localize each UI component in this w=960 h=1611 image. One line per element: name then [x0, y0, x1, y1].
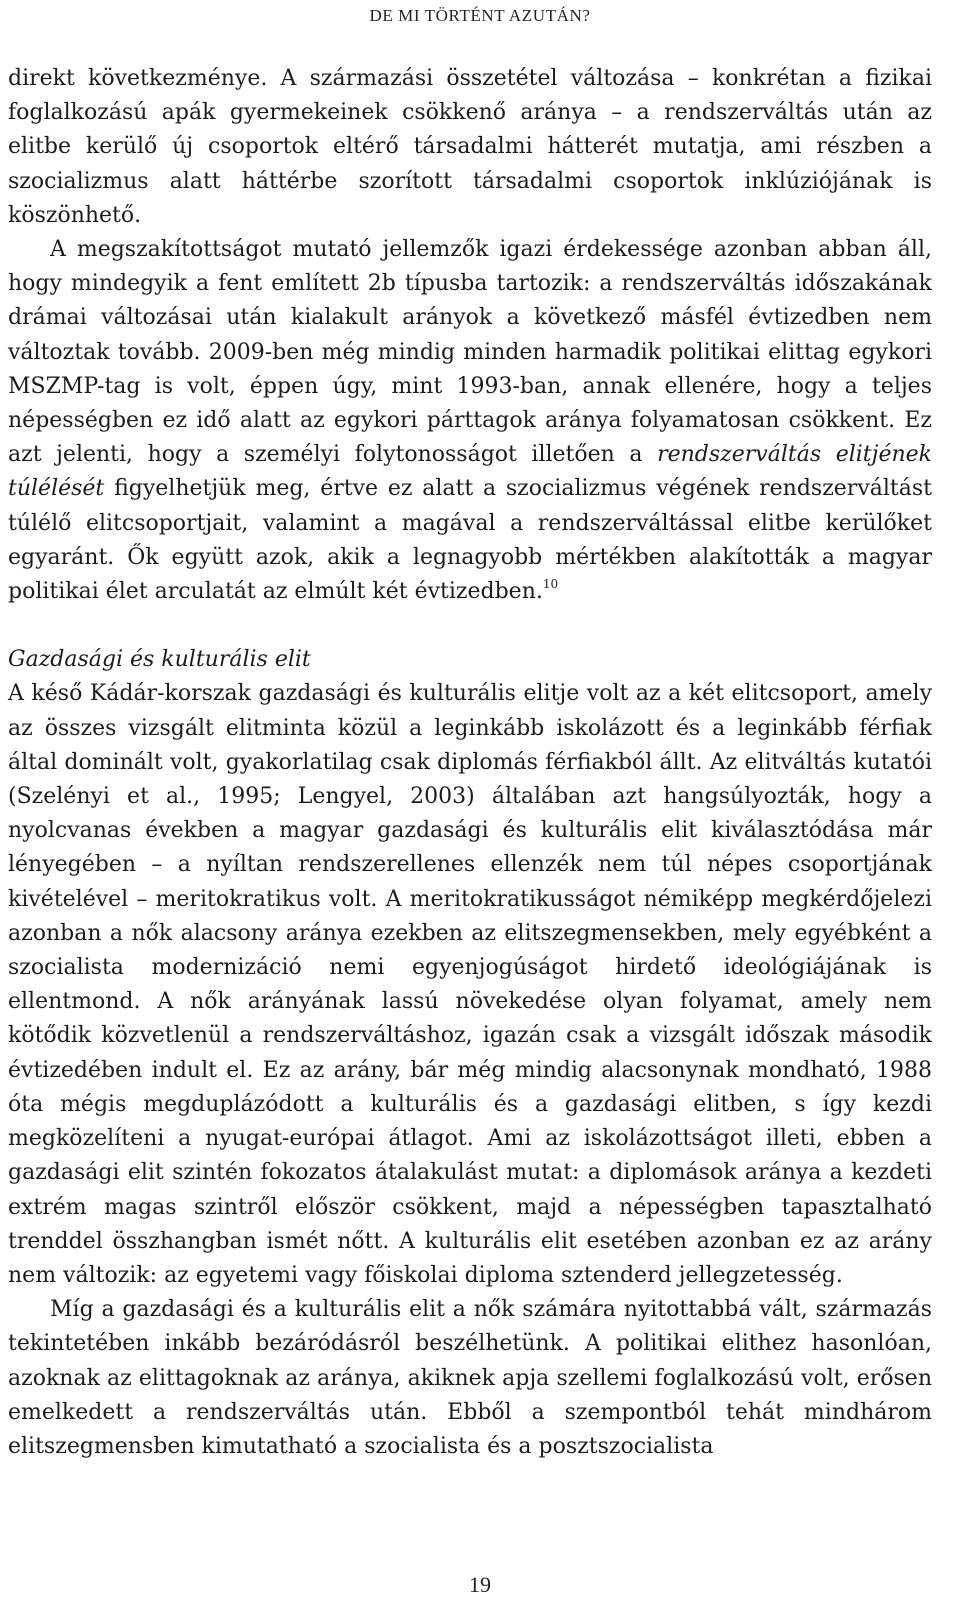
paragraph-economic-cultural-elite: A késő Kádár-korszak gazdasági és kulturális elitje volt az a két elitcsoport, amely az összes vizsgált elitminta közül a leginkább iskolázott és a leginkább férfiak által dominált volt, gyakorlatilag csak diplomás férfiakból állt. Az elitváltás kutatói (Szelényi et al., 1995; Lengyel, 2003) általában azt hangsúlyozták, hogy a nyolcvanas években a magyar gazdasági és kulturális elit kiválasztódása már lényegében – a nyíltan rendszerellenes ellenzék nem túl népes csoportjának kivételével – meritokratikus volt. A meritokratikusságot némiképp megkérdőjelezi azonban a nők alacsony aránya ezekben az elitszegmensekben, mely egyébként a szocialista modernizáció nemi egyenjogúságot hirdető ideológiájának is ellentmond. A nők arányának lassú növekedése olyan folyamat, amely nem kötődik közvetlenül a rendszerváltáshoz, igazán csak a vizsgált időszak második évtizedében indult el. Ez az arány, bár még mindig alacsonynak mondható, 1988 óta mégis megduplázódott a kulturális és a gazdasági elitben, s így kezdi megközelíteni a nyugat-európai átlagot. Ami az iskolázottságot illeti, ebben a gazdasági elit szintén fokozatos átalakulást mutat: a diplomások aránya a kezdeti extrém magas szintről először csökkent, majd a népességben tapasztalható trenddel összhangban ismét nőtt. A kulturális elit esetében azonban ez az arány nem változik: az egyetemi vagy főiskolai diploma sztenderd jellegzetesség.: [8, 681, 932, 1288]
paragraph-discontinuity: [8, 233, 932, 609]
paragraph-text-part: figyelhetjük meg, értve ez alatt a szocializmus végének rendszerváltást túlélő elitcsoportjait, valamint a magával a rendszerváltással elitbe kerülőket egyaránt. Ők együtt azok, akik a legnagyobb mértékben alakították a magyar politikai élet arculatát az elmúlt két évtizedben.: [8, 476, 932, 605]
footnote-marker: 10: [542, 577, 559, 592]
paragraph-origin: Míg a gazdasági és a kulturális elit a nők számára nyitottabbá vált, származás tekintetében inkább bezáródásról beszélhetünk. A politikai elithez hasonlóan, azoknak az elittagoknak az aránya, akiknek apja szellemi foglalkozású volt, erősen emelkedett a rendszerváltás után. Ebből a szempontból tehát mindhárom elitszegmensben kimutatható a szocialista és a posztszocialista: [8, 1297, 932, 1459]
page-body: [8, 62, 932, 1464]
page-number: 19: [469, 1572, 491, 1597]
paragraph-continued: direkt következménye. A származási összetétel változása – konkrétan a fizikai foglalkozású apák gyermekeinek csökkenő aránya – a rendszerváltás után az elitbe kerülő új csoportok eltérő társadalmi hátterét mutatja, ami részben a szocializmus alatt háttérbe szorított társadalmi csoportok inklúziójának is köszönhető.: [8, 66, 932, 228]
italic-term: rendszerváltás elitjének túlélését: [8, 442, 932, 502]
section-heading: Gazdasági és kulturális elit: [8, 647, 311, 673]
running-header: DE MI TÖRTÉNT AZUTÁN?: [369, 6, 591, 25]
paragraph-text-part: A megszakítottságot mutató jellemzők igazi érdekessége azonban abban áll, hogy mindegyik a fent említett 2b típusba tartozik: a rendszerváltás időszakának drámai változásai után kialakult arányok a következő másfél évtizedben nem változtak tovább. 2009-ben még mindig minden harmadik politikai elittag egykori MSZMP-tag is volt, éppen úgy, mint 1993-ban, annak ellenére, hogy a teljes népességben ez idő alatt az egykori párttagok aránya folyamatosan csökkent. Ez azt jelenti, hogy a személyi folytonosságot illetően a: [8, 237, 932, 468]
